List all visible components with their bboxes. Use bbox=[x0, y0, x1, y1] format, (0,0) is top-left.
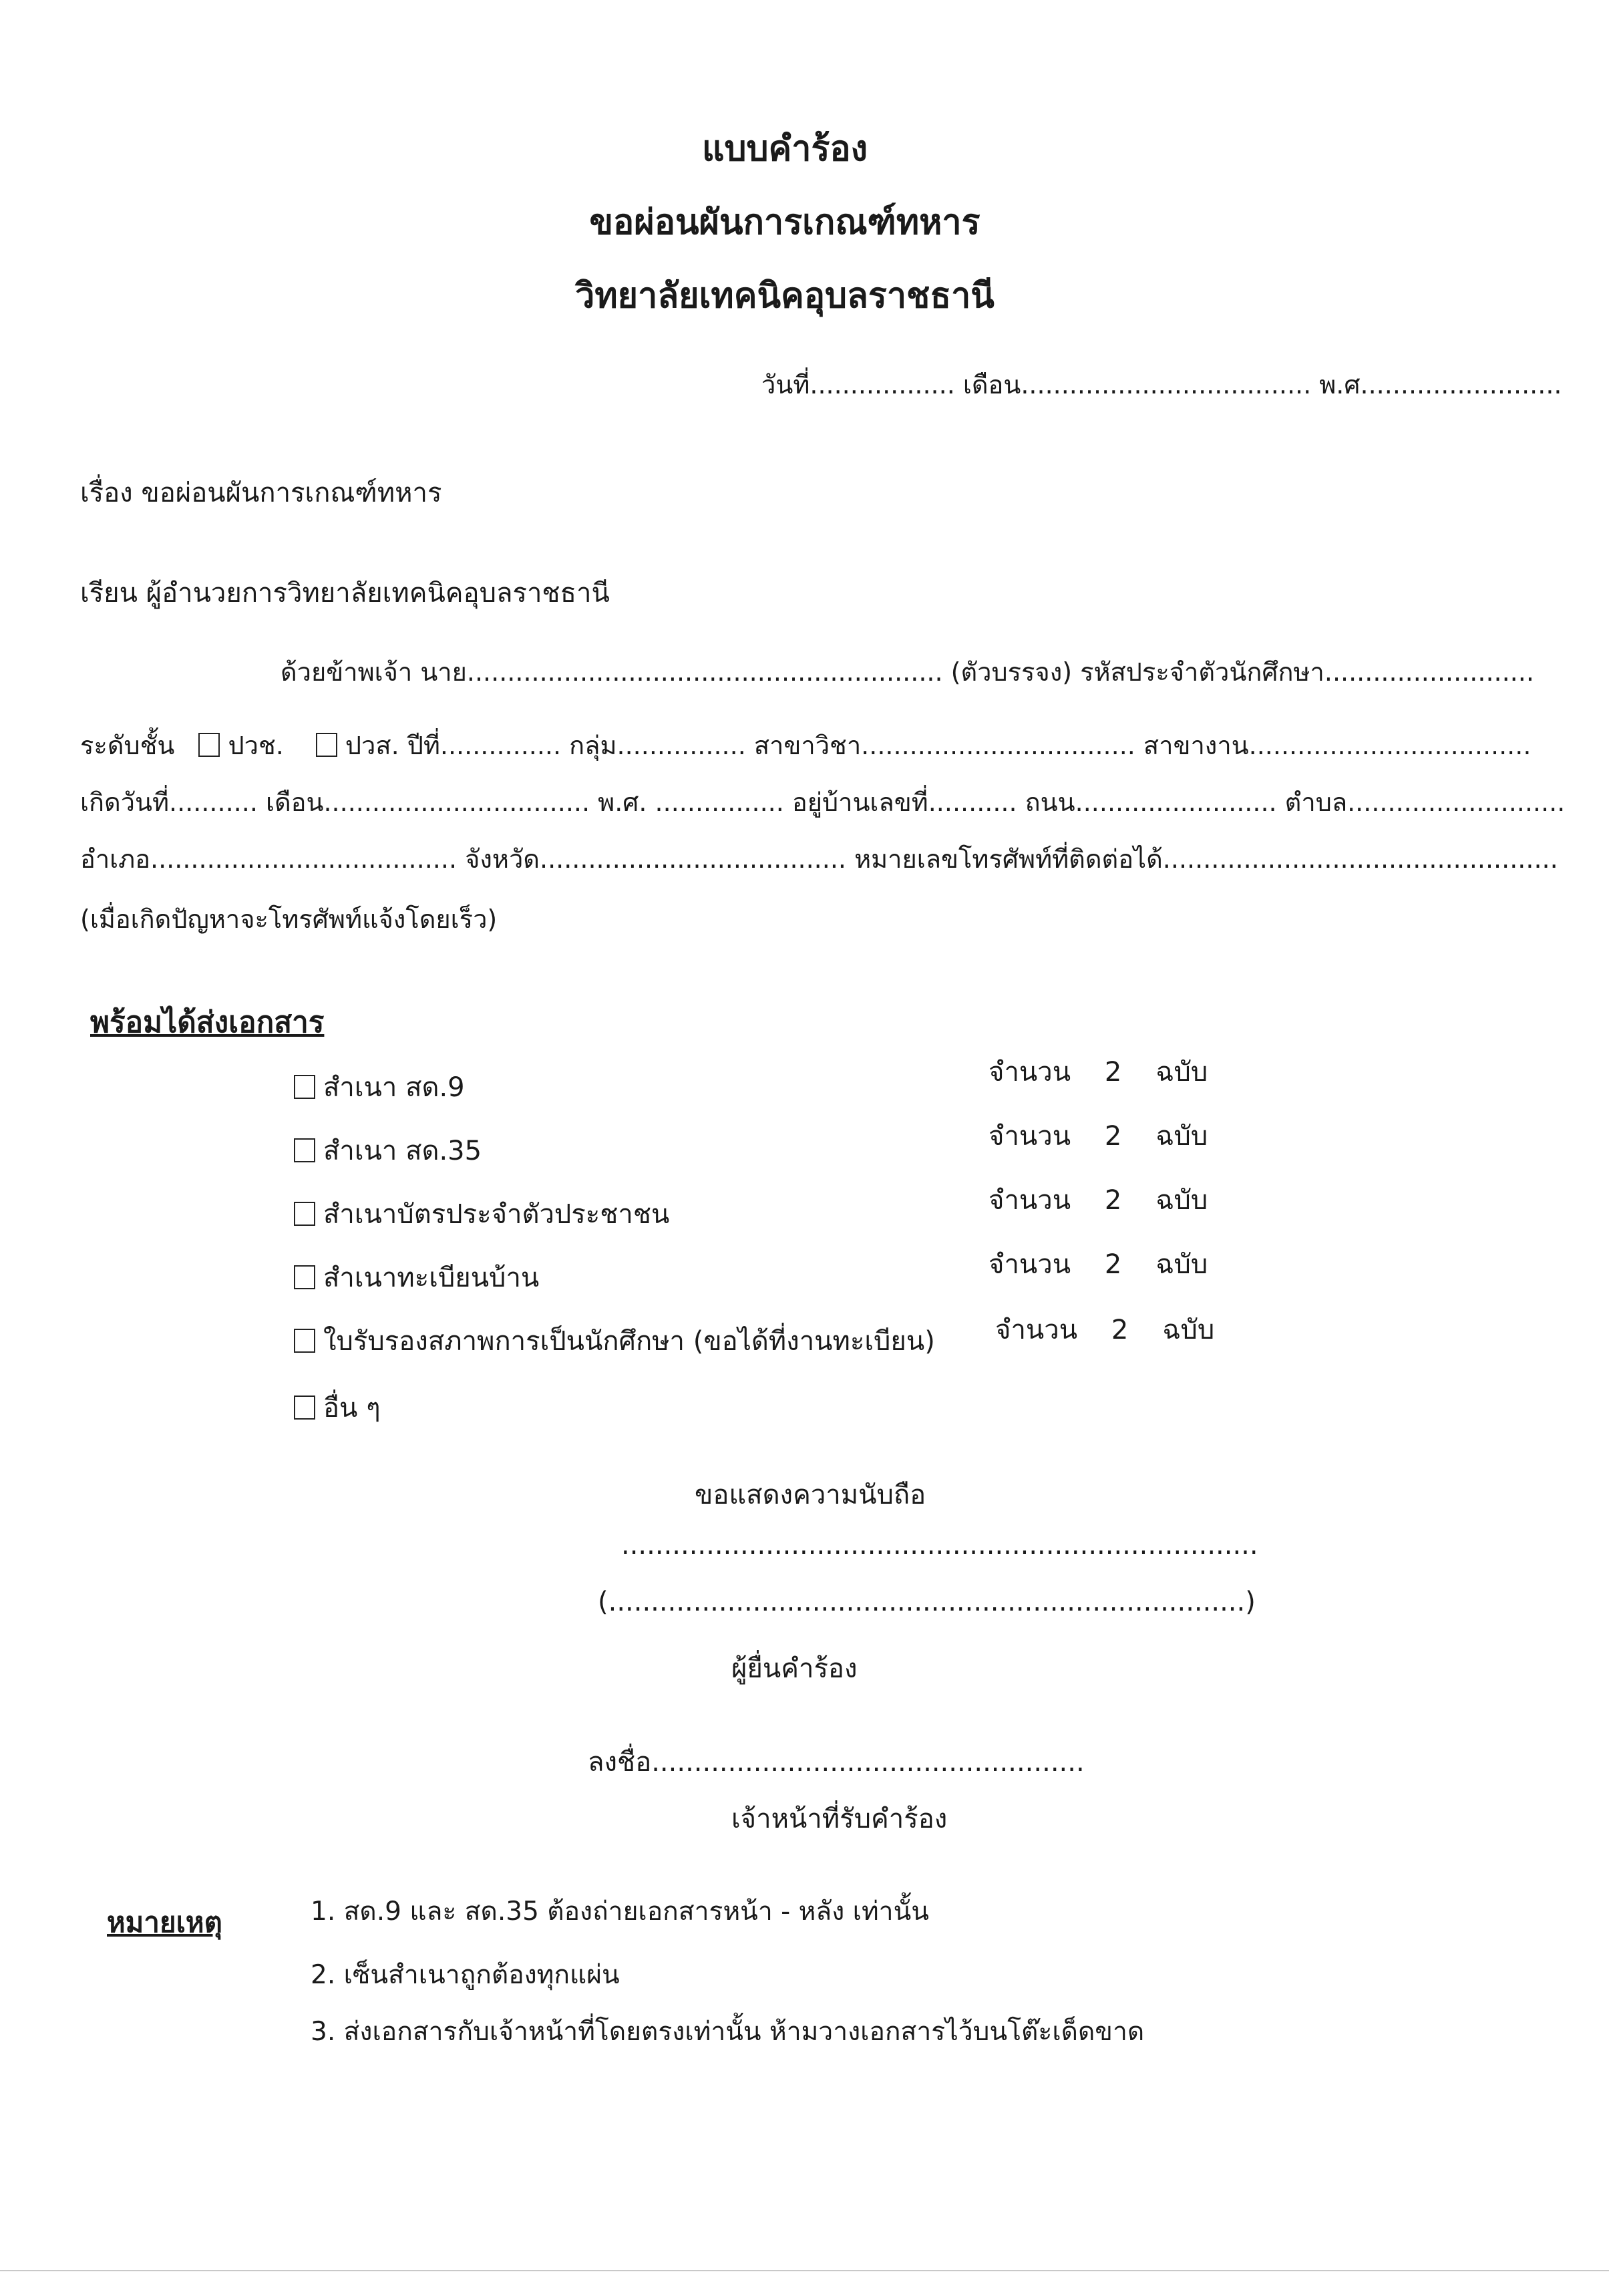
officer-signature-line: ลงชื่อ................................................... bbox=[588, 1747, 1085, 1778]
applicant-name-line: ด้วยข้าพเจ้า นาย........................................................... (ตัวบรรจง) รหัสประจำตัวนักศึกษา.......................... bbox=[281, 657, 1534, 687]
document-qty: จำนวน 2 ฉบับ bbox=[995, 1315, 1215, 1345]
note-item: 2. เซ็นสำเนาถูกต้องทุกแผ่น bbox=[311, 1960, 620, 1990]
document-item bbox=[294, 1129, 482, 1172]
subject-line: เรื่อง ขอผ่อนผันการเกณฑ์ทหาร bbox=[80, 478, 442, 508]
notes-heading: หมายเหตุ bbox=[107, 1906, 222, 1939]
level-label: ระดับชั้น bbox=[80, 731, 175, 760]
birth-address-line: เกิดวันที่........... เดือน................................. พ.ศ. ................ อยู่บ้านเลขที่........... ถนน......................... ตำบล........................... bbox=[80, 788, 1566, 817]
document-label: สำเนาทะเบียนบ้าน bbox=[323, 1263, 540, 1293]
district-phone-line: อำเภอ...................................... จังหวัด...................................... หมายเลขโทรศัพท์ที่ติดต่อได้................................................. bbox=[80, 844, 1558, 874]
document-checkbox[interactable] bbox=[294, 1138, 315, 1162]
document-checkbox[interactable] bbox=[294, 1396, 315, 1420]
document-item bbox=[294, 1065, 465, 1108]
officer-role: เจ้าหน้าที่รับคำร้อง bbox=[731, 1804, 948, 1834]
document-item bbox=[294, 1319, 935, 1362]
document-qty: จำนวน 2 ฉบับ bbox=[989, 1185, 1208, 1216]
phone-note: (เมื่อเกิดปัญหาจะโทรศัพท์แจ้งโดยเร็ว) bbox=[80, 905, 498, 934]
college-name: วิทยาลัยเทคนิคอุบลราชธานี bbox=[575, 276, 995, 316]
level-pvch-checkbox[interactable] bbox=[198, 733, 220, 757]
document-label: อื่น ๆ bbox=[323, 1393, 381, 1424]
document-label: สำเนาบัตรประจำตัวประชาชน bbox=[323, 1199, 670, 1230]
document-checkbox[interactable] bbox=[294, 1265, 315, 1289]
level-pvs-checkbox[interactable] bbox=[316, 733, 337, 757]
document-checkbox[interactable] bbox=[294, 1329, 315, 1353]
applicant-signature-line: ........................................................................... bbox=[621, 1530, 1258, 1561]
document-item bbox=[294, 1256, 539, 1299]
document-label: ใบรับรองสภาพการเป็นนักศึกษา (ขอได้ที่งานทะเบียน) bbox=[323, 1326, 935, 1357]
form-title: แบบคำร้อง bbox=[701, 129, 868, 169]
document-qty: จำนวน 2 ฉบับ bbox=[989, 1057, 1208, 1088]
note-item: 3. ส่งเอกสารกับเจ้าหน้าที่โดยตรงเท่านั้น ห้ามวางเอกสารไว้บนโต๊ะเด็ดขาด bbox=[311, 2017, 1145, 2047]
scan-edge-divider bbox=[0, 2270, 1609, 2271]
note-item: 1. สด.9 และ สด.35 ต้องถ่ายเอกสารหน้า - หลัง เท่านั้น bbox=[311, 1897, 929, 1927]
date-line: วันที่.................. เดือน.................................... พ.ศ......................... bbox=[761, 370, 1562, 399]
applicant-name-parentheses: (...........................................................................) bbox=[598, 1587, 1256, 1617]
closing-respect: ขอแสดงความนับถือ bbox=[695, 1480, 926, 1510]
document-qty: จำนวน 2 ฉบับ bbox=[989, 1121, 1208, 1152]
level-line bbox=[80, 725, 1531, 766]
document-checkbox[interactable] bbox=[294, 1202, 315, 1226]
recipient-line: เรียน ผู้อำนวยการวิทยาลัยเทคนิคอุบลราชธานี bbox=[80, 578, 610, 609]
level-details-line: ปวส. ปีที่............... กลุ่ม................ สาขาวิชา.................................. สาขางาน................................... bbox=[345, 731, 1532, 760]
document-label: สำเนา สด.9 bbox=[323, 1072, 465, 1103]
document-item bbox=[294, 1192, 669, 1235]
form-subtitle: ขอผ่อนผันการเกณฑ์ทหาร bbox=[589, 202, 980, 242]
level-pvch-label: ปวช. bbox=[228, 731, 284, 760]
document-checkbox[interactable] bbox=[294, 1075, 315, 1099]
document-label: สำเนา สด.35 bbox=[323, 1136, 482, 1166]
applicant-role: ผู้ยื่นคำร้อง bbox=[731, 1653, 858, 1684]
document-item bbox=[294, 1386, 381, 1429]
documents-heading: พร้อมได้ส่งเอกสาร bbox=[90, 1005, 325, 1039]
document-qty: จำนวน 2 ฉบับ bbox=[989, 1249, 1208, 1280]
